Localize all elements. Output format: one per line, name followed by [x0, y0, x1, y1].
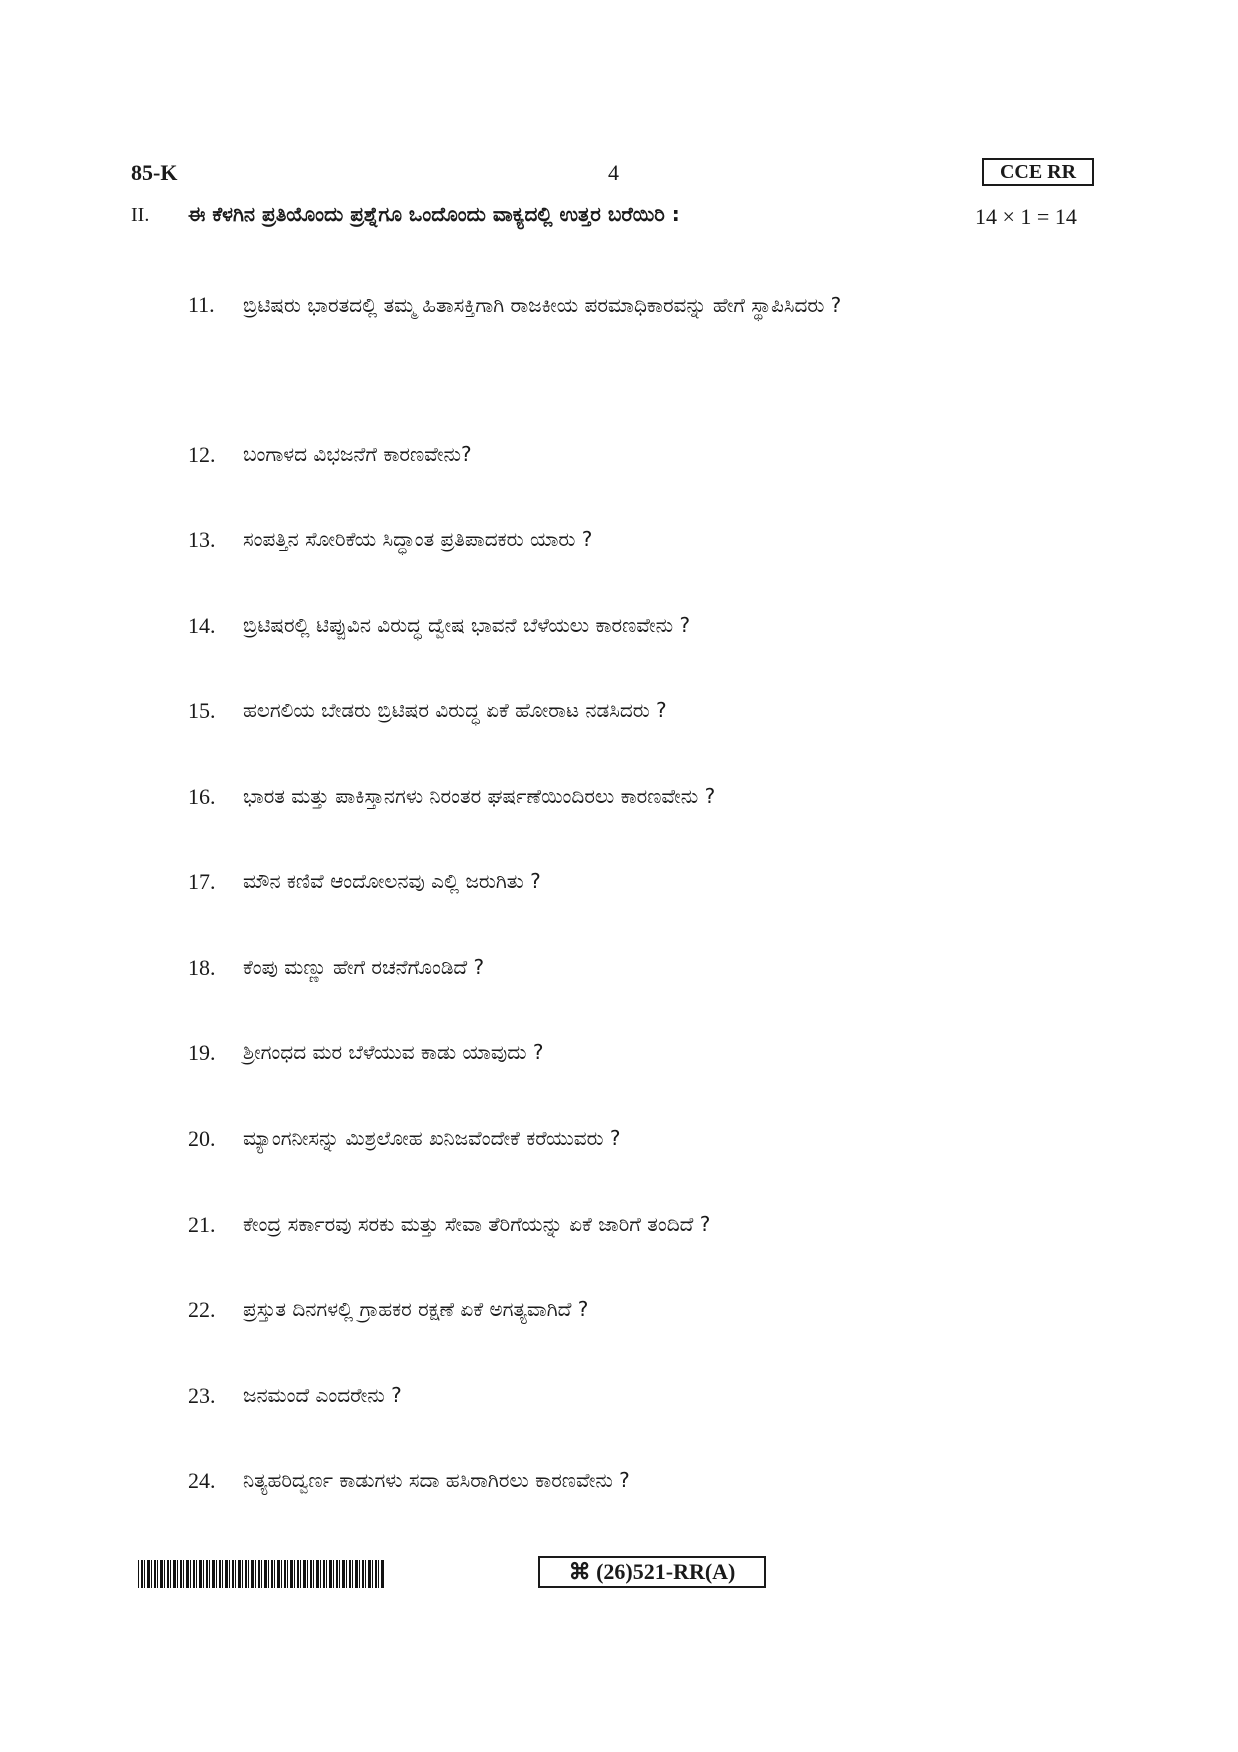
- question-text: ಬ್ರಿಟಿಷರು ಭಾರತದಲ್ಲಿ ತಮ್ಮ ಹಿತಾಸಕ್ತಿಗಾಗಿ ರಾಜಕೀಯ ಪರಮಾಧಿಕಾರವನ್ನು ಹೇಗೆ ಸ್ಥಾಪಿಸಿದರು ?: [243, 293, 842, 317]
- question-text: ನಿತ್ಯಹರಿದ್ವರ್ಣ ಕಾಡುಗಳು ಸದಾ ಹಸಿರಾಗಿರಲು ಕಾರಣವೇನು ?: [243, 1468, 630, 1492]
- question-text: ಕೇಂದ್ರ ಸರ್ಕಾರವು ಸರಕು ಮತ್ತು ಸೇವಾ ತೆರಿಗೆಯನ್ನು ಏಕೆ ಜಾರಿಗೆ ತಂದಿದೆ ?: [243, 1212, 711, 1236]
- question-number: 20.: [188, 1126, 216, 1151]
- question-text: ಪ್ರಸ್ತುತ ದಿನಗಳಲ್ಲಿ ಗ್ರಾಹಕರ ರಕ್ಷಣೆ ಏಕೆ ಅಗತ್ಯವಾಗಿದೆ ?: [243, 1297, 589, 1321]
- question-number: 11.: [188, 292, 215, 317]
- question-text: ಹಲಗಲಿಯ ಬೇಡರು ಬ್ರಿಟಿಷರ ವಿರುದ್ಧ ಏಕೆ ಹೋರಾಟ ನಡಸಿದರು ?: [243, 698, 667, 722]
- section-marks: 14 × 1 = 14: [975, 204, 1077, 229]
- question-text: ಬ್ರಿಟಿಷರಲ್ಲಿ ಟಿಪ್ಪುವಿನ ವಿರುದ್ಧ ದ್ವೇಷ ಭಾವನೆ ಬೆಳೆಯಲು ಕಾರಣವೇನು ?: [243, 613, 691, 637]
- question-text: ಸಂಪತ್ತಿನ ಸೋರಿಕೆಯ ಸಿದ್ಧಾಂತ ಪ್ರತಿಪಾದಕರು ಯಾರು ?: [243, 527, 593, 551]
- question-text: ಭಾರತ ಮತ್ತು ಪಾಕಿಸ್ತಾನಗಳು ನಿರಂತರ ಘರ್ಷಣೆಯಿಂದಿರಲು ಕಾರಣವೇನು ?: [243, 784, 716, 808]
- question-number: 16.: [188, 784, 216, 809]
- question-text: ಜನಮಂದೆ ಎಂದರೇನು ?: [243, 1383, 402, 1407]
- question-number: 21.: [188, 1212, 216, 1237]
- question-number: 19.: [188, 1040, 216, 1065]
- question-text: ಶ್ರೀಗಂಧದ ಮರ ಬೆಳೆಯುವ ಕಾಡು ಯಾವುದು ?: [243, 1040, 544, 1064]
- question-number: 15.: [188, 698, 216, 723]
- section-number: II.: [131, 204, 150, 226]
- page-number: 4: [608, 160, 619, 185]
- question-number: 23.: [188, 1383, 216, 1408]
- question-text: ಬಂಗಾಳದ ವಿಭಜನೆಗೆ ಕಾರಣವೇನು?: [243, 442, 472, 466]
- question-number: 13.: [188, 527, 216, 552]
- exam-tag-box: CCE RR: [982, 158, 1094, 186]
- section-instruction: ಈ ಕೆಳಗಿನ ಪ್ರತಿಯೊಂದು ಪ್ರಶ್ನೆಗೂ ಒಂದೊಂದು ವಾಕ್ಯದಲ್ಲಿ ಉತ್ತರ ಬರೆಯಿರಿ :: [188, 202, 680, 226]
- question-number: 18.: [188, 955, 216, 980]
- question-number: 14.: [188, 613, 216, 638]
- question-text: ಕೆಂಪು ಮಣ್ಣು ಹೇಗೆ ರಚನೆಗೊಂಡಿದೆ ?: [243, 955, 485, 979]
- question-number: 12.: [188, 442, 216, 467]
- question-number: 22.: [188, 1297, 216, 1322]
- question-text: ಮೌನ ಕಣಿವೆ ಆಂದೋಲನವು ಎಲ್ಲಿ ಜರುಗಿತು ?: [243, 869, 541, 893]
- paper-code: 85-K: [131, 160, 178, 185]
- question-number: 24.: [188, 1468, 216, 1493]
- footer-code-box: ⌘ (26)521-RR(A): [538, 1556, 766, 1588]
- question-text: ಮ್ಯಾಂಗನೀಸನ್ನು ಮಿಶ್ರಲೋಹ ಖನಿಜವೆಂದೇಕೆ ಕರೆಯುವರು ?: [243, 1126, 621, 1150]
- question-number: 17.: [188, 869, 216, 894]
- barcode-image: [138, 1560, 384, 1588]
